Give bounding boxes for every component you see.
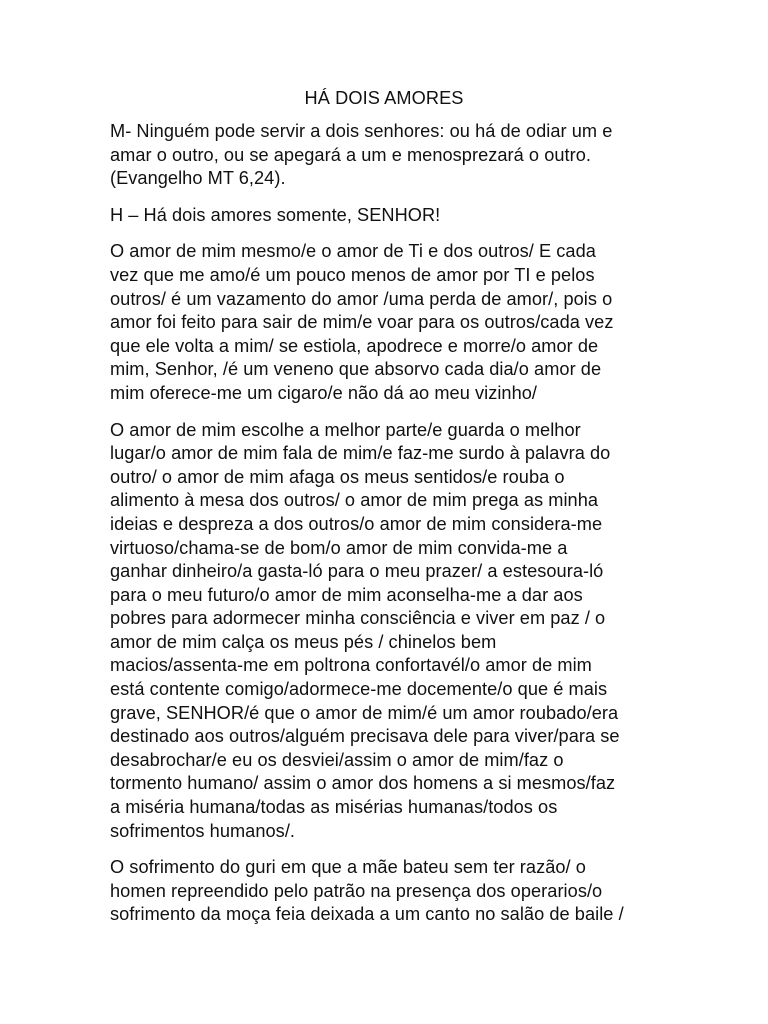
text-line: para o meu futuro/o amor de mim aconselha-me a dar aos	[110, 584, 583, 605]
text-line: sofrimentos humanos/.	[110, 820, 296, 841]
text-line: outro/ o amor de mim afaga os meus sentidos/e rouba o	[110, 466, 565, 487]
text-line: está contente comigo/adormece-me docemente/o que é mais	[110, 679, 608, 700]
paragraph-declaration	[110, 204, 670, 228]
text-line: grave, SENHOR/é que o amor de mim/é um amor roubado/era	[110, 702, 619, 723]
text-line: ganhar dinheiro/a gasta-ló para o meu prazer/ a estesoura-ló	[110, 561, 604, 582]
text-line: vez que me amo/é um pouco menos de amor por TI e pelos	[110, 264, 595, 285]
text-line: amor de mim calça os meus pés / chinelos bem	[110, 631, 497, 652]
paragraph-epigraph	[110, 120, 670, 191]
document-title: HÁ DOIS AMORES	[304, 88, 464, 108]
text-line: virtuoso/chama-se de bom/o amor de mim convida-me a	[110, 537, 568, 558]
text-line: mim, Senhor, /é um veneno que absorvo cada dia/o amor de	[110, 359, 602, 380]
text-line: alimento à mesa dos outros/ o amor de mim prega as minha	[110, 490, 599, 511]
text-line: H – Há dois amores somente, SENHOR!	[110, 204, 441, 225]
text-line: lugar/o amor de mim fala de mim/e faz-me surdo à palavra do	[110, 443, 611, 464]
text-line: tormento humano/ assim o amor dos homens a si mesmos/faz	[110, 773, 616, 794]
text-line: amor foi feito para sair de mim/e voar para os outros/cada vez	[110, 312, 614, 333]
text-line: macios/assenta-me em poltrona confortavél/o amor de mim	[110, 655, 592, 676]
text-line: sofrimento da moça feia deixada a um canto no salão de baile /	[110, 904, 624, 925]
text-line: a miséria humana/todas as misérias humanas/todos os	[110, 797, 558, 818]
text-line: pobres para adormecer minha consciência e viver em paz / o	[110, 608, 606, 629]
paragraph-self-love-choices	[110, 419, 670, 844]
text-line: ideias e despreza a dos outros/o amor de mim considera-me	[110, 513, 603, 534]
text-line: O amor de mim mesmo/e o amor de Ti e dos outros/ E cada	[110, 241, 596, 262]
text-line: mim oferece-me um cigaro/e não dá ao meu vizinho/	[110, 382, 538, 403]
paragraph-self-love	[110, 240, 670, 405]
text-line: (Evangelho MT 6,24).	[110, 168, 286, 189]
text-line: que ele volta a mim/ se estiola, apodrece e morre/o amor de	[110, 335, 599, 356]
text-line: homen repreendido pelo patrão na presença dos operarios/o	[110, 880, 603, 901]
text-line: destinado aos outros/alguém precisava dele para viver/para se	[110, 726, 620, 747]
paragraph-suffering	[110, 856, 670, 927]
text-line: O amor de mim escolhe a melhor parte/e guarda o melhor	[110, 419, 581, 440]
text-line: outros/ é um vazamento do amor /uma perda de amor/, pois o	[110, 288, 613, 309]
text-line: O sofrimento do guri em que a mãe bateu sem ter razão/ o	[110, 857, 586, 878]
text-line: desabrochar/e eu os desviei/assim o amor de mim/faz o	[110, 749, 564, 770]
document-body	[110, 120, 670, 940]
text-line: M- Ninguém pode servir a dois senhores: ou há de odiar um e	[110, 121, 613, 141]
text-line: amar o outro, ou se apegará a um e menosprezará o outro.	[110, 144, 592, 165]
